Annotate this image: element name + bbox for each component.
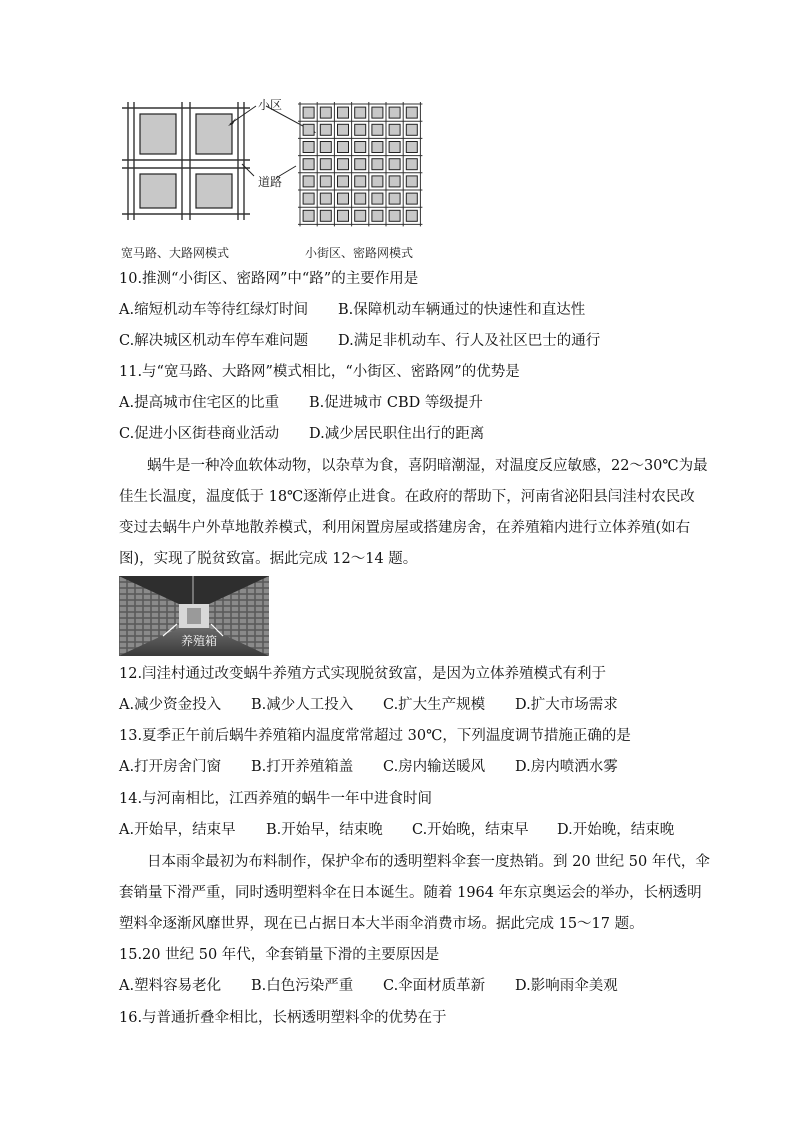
small-block xyxy=(355,142,366,153)
q10-option-a: A.缩短机动车等待红绿灯时间 xyxy=(119,302,309,318)
label-daolu: 道路 xyxy=(258,175,283,189)
small-block xyxy=(303,159,314,170)
q13-stem: 13.夏季正午前后蜗牛养殖箱内温度常常超过 30℃，下列温度调节措施正确的是 xyxy=(119,728,631,744)
q12-option-d: D.扩大市场需求 xyxy=(515,697,618,713)
small-block xyxy=(406,210,417,221)
small-block xyxy=(303,107,314,118)
caption-wide-road: 宽马路、大路网模式 xyxy=(121,246,230,260)
q15-option-c: C.伞面材质革新 xyxy=(383,978,486,994)
q13-option-d: D.房内喷洒水雾 xyxy=(515,759,618,775)
small-block xyxy=(372,159,383,170)
small-block xyxy=(406,193,417,204)
q11-option-b: B.促进城市 CBD 等级提升 xyxy=(309,395,483,411)
small-block xyxy=(406,176,417,187)
q16-stem: 16.与普通折叠伞相比，长柄透明塑料伞的优势在于 xyxy=(119,1010,447,1026)
small-block xyxy=(320,176,331,187)
q15-option-d: D.影响雨伞美观 xyxy=(515,978,618,994)
q15-option-b: B.白色污染严重 xyxy=(251,978,354,994)
small-block xyxy=(389,176,400,187)
q15-stem: 15.20 世纪 50 年代，伞套销量下滑的主要原因是 xyxy=(119,947,440,963)
small-block xyxy=(338,210,349,221)
small-block xyxy=(372,210,383,221)
passage2-line2: 佳生长温度，温度低于 18℃逐渐停止进食。在政府的帮助下，河南省泌阳县闫洼村农民改 xyxy=(119,489,695,505)
small-block xyxy=(303,176,314,187)
q14-stem: 14.与河南相比，江西养殖的蜗牛一年中进食时间 xyxy=(119,791,433,807)
small-block xyxy=(406,107,417,118)
small-block xyxy=(389,159,400,170)
q12-option-a: A.减少资金投入 xyxy=(119,697,222,713)
small-block xyxy=(338,176,349,187)
small-block xyxy=(355,210,366,221)
q11-option-a: A.提高城市住宅区的比重 xyxy=(119,395,280,411)
small-block xyxy=(389,193,400,204)
wide-road-grid xyxy=(122,102,316,220)
small-block xyxy=(372,193,383,204)
small-block xyxy=(320,193,331,204)
small-block xyxy=(406,159,417,170)
passage2-line3: 变过去蜗牛户外草地散养模式，利用闲置房屋或搭建房舍，在养殖箱内进行立体养殖(如右 xyxy=(119,520,691,536)
passage3-line1: 日本雨伞最初为布料制作，保护伞布的透明塑料伞套一度热销。到 20 世纪 50 年代，伞 xyxy=(147,854,710,870)
small-block xyxy=(320,107,331,118)
small-block xyxy=(372,176,383,187)
block xyxy=(196,174,232,208)
q14-option-a: A.开始早，结束早 xyxy=(119,822,236,838)
small-block xyxy=(389,210,400,221)
q15-option-a: A.塑料容易老化 xyxy=(119,978,222,994)
q12-option-c: C.扩大生产规模 xyxy=(383,697,486,713)
snail-farm-photo xyxy=(119,576,269,656)
small-block xyxy=(372,142,383,153)
q14-option-b: B.开始早，结束晚 xyxy=(266,822,383,838)
label-xiaoqu: 小区 xyxy=(258,98,283,112)
small-block xyxy=(406,142,417,153)
small-block xyxy=(355,193,366,204)
dense-road-grid xyxy=(298,102,422,226)
small-block xyxy=(338,124,349,135)
q14-option-d: D.开始晚，结束晚 xyxy=(557,822,675,838)
small-block xyxy=(372,107,383,118)
small-block xyxy=(389,124,400,135)
small-block xyxy=(303,210,314,221)
passage2-line1: 蜗牛是一种冷血软体动物，以杂草为食，喜阴暗潮湿，对温度反应敏感，22～30℃为最 xyxy=(147,458,708,474)
q13-option-a: A.打开房舍门窗 xyxy=(119,759,222,775)
small-block xyxy=(355,176,366,187)
small-block xyxy=(355,107,366,118)
small-block xyxy=(303,124,314,135)
caption-dense-road: 小街区、密路网模式 xyxy=(305,246,414,260)
small-block xyxy=(406,124,417,135)
small-block xyxy=(338,193,349,204)
q11-option-c: C.促进小区街巷商业活动 xyxy=(119,426,280,442)
q10-option-b: B.保障机动车辆通过的快速性和直达性 xyxy=(338,302,586,318)
block xyxy=(140,174,176,208)
small-block xyxy=(320,159,331,170)
photo-label: 养殖箱 xyxy=(181,634,218,648)
q14-option-c: C.开始晚，结束早 xyxy=(412,822,529,838)
passage2-line4: 图)，实现了脱贫致富。据此完成 12～14 题。 xyxy=(119,551,418,567)
small-block xyxy=(338,142,349,153)
small-block xyxy=(303,142,314,153)
q10-option-d: D.满足非机动车、行人及社区巴士的通行 xyxy=(338,333,601,349)
q13-option-c: C.房内输送暖风 xyxy=(383,759,486,775)
q12-stem: 12.闫洼村通过改变蜗牛养殖方式实现脱贫致富，是因为立体养殖模式有利于 xyxy=(119,666,607,682)
small-block xyxy=(355,159,366,170)
q11-option-d: D.减少居民职住出行的距离 xyxy=(309,426,485,442)
small-block xyxy=(320,124,331,135)
small-block xyxy=(338,159,349,170)
q12-option-b: B.减少人工投入 xyxy=(251,697,354,713)
small-block xyxy=(355,124,366,135)
passage3-line3: 塑料伞逐渐风靡世界，现在已占据日本大半雨伞消费市场。据此完成 15～17 题。 xyxy=(119,916,644,932)
small-block xyxy=(372,124,383,135)
q13-option-b: B.打开养殖箱盖 xyxy=(251,759,354,775)
small-block xyxy=(389,107,400,118)
small-block xyxy=(320,210,331,221)
passage3-line2: 套销量下滑严重，同时透明塑料伞在日本诞生。随着 1964 年东京奥运会的举办，长柄透明 xyxy=(119,885,702,901)
small-block xyxy=(303,193,314,204)
small-block xyxy=(338,107,349,118)
block xyxy=(196,114,232,154)
q10-option-c: C.解决城区机动车停车难问题 xyxy=(119,333,309,349)
small-block xyxy=(389,142,400,153)
small-block xyxy=(320,142,331,153)
q10-stem: 10.推测“小街区、密路网”中“路”的主要作用是 xyxy=(119,271,419,287)
q11-stem: 11.与“宽马路、大路网”模式相比，“小街区、密路网”的优势是 xyxy=(119,364,520,380)
block xyxy=(140,114,176,154)
